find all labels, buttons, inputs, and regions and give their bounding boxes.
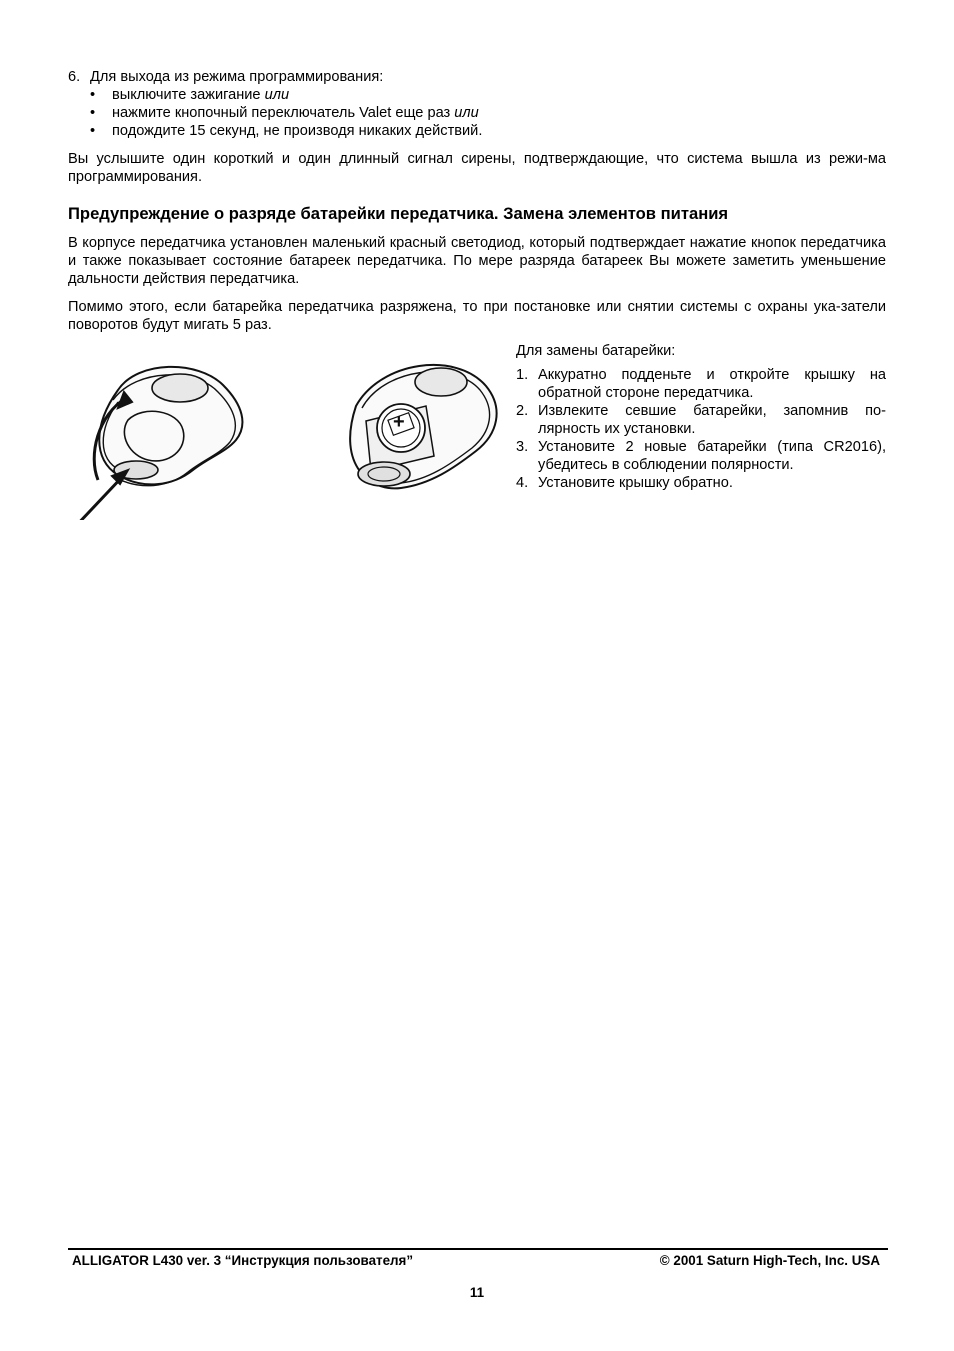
page-number: 11 [469,1285,485,1300]
list-item: • выключите зажигание или [90,86,886,104]
exit-options-list [68,86,886,140]
step-6 [68,68,886,86]
step-6-number: 6. [68,69,81,85]
footer-title: ALLIGATOR L430 ver. 3 “Инструкция пользователя” [72,1253,414,1268]
step-6-text: Для выхода из режима программирования: [90,69,384,85]
list-item: 3. Установите 2 новые батарейки (типа CR2016), убедитесь в соблюдении полярности. [516,439,886,473]
turn-signal-paragraph: Помимо этого, если батарейка передатчика разряжена, то при постановке или снятии системы с охраны ука-затели поворотов будут мигать 5 раз. [68,299,886,333]
footer-copyright: © 2001 Saturn High-Tech, Inc. USA [659,1253,880,1268]
transmitter-open-illustration [326,346,506,506]
section-heading: Предупреждение о разряде батарейки передатчика. Замена элементов питания [68,204,729,223]
battery-replacement-section [68,342,886,522]
list-item: 4. Установите крышку обратно. [516,475,733,491]
replacement-intro: Для замены батарейки: [516,343,676,359]
list-item: 1. Аккуратно подденьте и откройте крышку на обратной стороне передатчика. [516,367,886,401]
list-item: 2. Извлеките севшие батарейки, запомнив по-лярность их установки. [516,403,886,437]
replacement-steps [516,366,886,492]
exit-confirmation-paragraph: Вы услышите один короткий и один длинный сигнал сирены, подтверждающие, что система вышла из режи-ма программирования. [68,151,886,185]
list-item: • нажмите кнопочный переключатель Valet еще раз или [90,104,886,122]
list-item: • подождите 15 секунд, не производя никаких действий. [90,122,886,140]
transmitter-closed-illustration [58,350,258,520]
led-paragraph: В корпусе передатчика установлен маленький красный светодиод, который подтверждает нажатие кнопок передатчика и также показывает состояние батареек передатчика. По мере разряда батареек Вы можете заметить уменьшение дальности действия передатчика. [68,235,886,287]
footer-divider [68,1248,888,1250]
page-content [68,68,886,522]
battery-plus-symbol: + [393,411,405,433]
replacement-instructions [516,342,886,492]
